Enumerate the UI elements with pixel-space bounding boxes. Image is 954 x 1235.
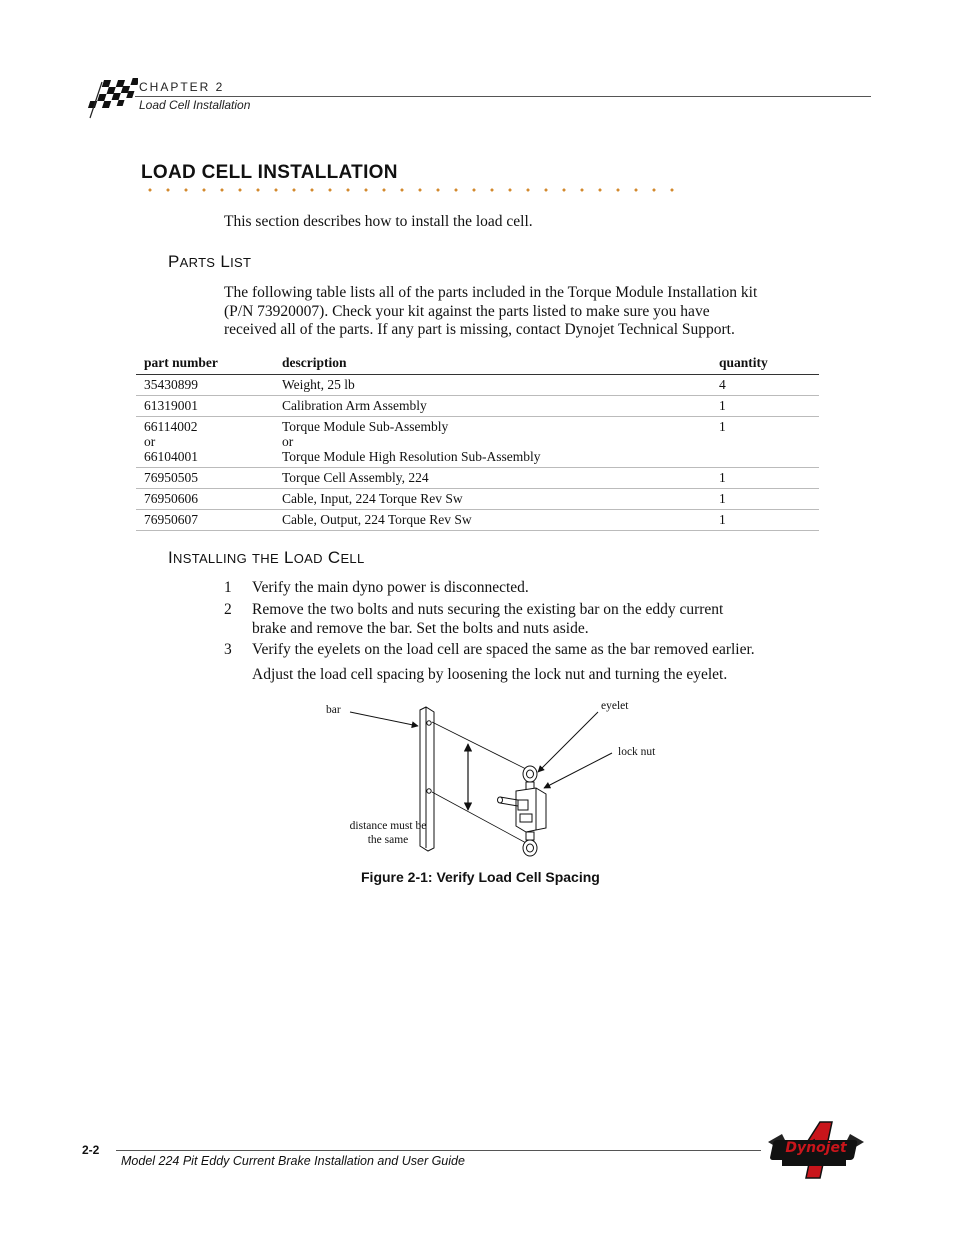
description-cell: Weight, 25 lb (274, 375, 711, 396)
eyelet-label: eyelet (601, 700, 629, 712)
description-cell: Calibration Arm Assembly (274, 396, 711, 417)
step-text: Verify the eyelets on the load cell are spaced the same as the bar removed earlier. (252, 641, 755, 658)
table-row (136, 375, 819, 396)
chapter-label: CHAPTER 2 (139, 80, 225, 94)
column-header-quantity: quantity (711, 353, 819, 375)
description-cell: Torque Cell Assembly, 224 (274, 468, 711, 489)
step-text: Remove the two bolts and nuts securing the existing bar on the eddy current brake and remove the bar. Set the bolts and nuts aside. (252, 601, 724, 637)
step-number: 3 (224, 641, 232, 658)
description-cell: Cable, Output, 224 Torque Rev Sw (274, 510, 711, 531)
step-2 (224, 601, 824, 641)
parts-paragraph: The following table lists all of the parts included in the Torque Module Installation kit (P/N 73920007). Check your kit against the parts listed to make sure you have received all of the parts. If any part is missing, contact Dynojet Technical Support. (224, 284, 758, 338)
part-number-cell: 76950606 (136, 489, 274, 510)
dynojet-logo (764, 1120, 868, 1182)
step-number: 2 (224, 601, 232, 618)
part-number-cell: 61319001 (136, 396, 274, 417)
section-title: LOAD CELL INSTALLATION (141, 162, 398, 183)
table-row (136, 510, 819, 531)
distance-label: distance must be the same (349, 820, 427, 846)
figure-caption: Figure 2-1: Verify Load Cell Spacing (361, 869, 600, 885)
table-header-row (136, 353, 819, 375)
description-cell: Torque Module Sub-Assembly or Torque Module High Resolution Sub-Assembly (274, 417, 711, 468)
step-note: Adjust the load cell spacing by loosening the lock nut and turning the eyelet. (252, 666, 728, 683)
checkered-flag-icon (82, 74, 138, 120)
chapter-subtitle: Load Cell Installation (139, 98, 251, 112)
page-number: 2-2 (82, 1143, 100, 1157)
step-3 (224, 641, 824, 661)
quantity-cell: 1 (711, 417, 819, 468)
quantity-cell: 1 (711, 489, 819, 510)
footer-title: Model 224 Pit Eddy Current Brake Installation and User Guide (121, 1154, 465, 1168)
bar-label: bar (326, 704, 341, 716)
parts-table (136, 353, 819, 531)
quantity-cell: 1 (711, 510, 819, 531)
parts-list-heading: PARTS LIST (168, 252, 252, 271)
load-cell-diagram (320, 696, 680, 866)
table-row (136, 396, 819, 417)
quantity-cell: 1 (711, 396, 819, 417)
installing-heading: INSTALLING THE LOAD CELL (168, 548, 365, 567)
part-number-cell: 76950607 (136, 510, 274, 531)
table-row (136, 417, 819, 468)
part-number-cell: 35430899 (136, 375, 274, 396)
step-text: Verify the main dyno power is disconnected. (252, 579, 529, 596)
logo-text: Dynojet (785, 1140, 847, 1156)
load-cell-part (498, 766, 547, 856)
step-number: 1 (224, 579, 232, 596)
section-intro: This section describes how to install the load cell. (224, 213, 533, 230)
quantity-cell: 1 (711, 468, 819, 489)
column-header-part-number: part number (136, 353, 274, 375)
table-row (136, 489, 819, 510)
step-1 (224, 579, 824, 599)
footer-rule (116, 1150, 761, 1151)
quantity-cell: 4 (711, 375, 819, 396)
description-cell: Cable, Input, 224 Torque Rev Sw (274, 489, 711, 510)
table-row (136, 468, 819, 489)
header-rule (135, 96, 871, 97)
column-header-description: description (274, 353, 711, 375)
part-number-cell: 66114002 or 66104001 (136, 417, 274, 468)
part-number-cell: 76950505 (136, 468, 274, 489)
lock-nut-label: lock nut (618, 746, 656, 758)
dotted-divider (141, 187, 686, 193)
